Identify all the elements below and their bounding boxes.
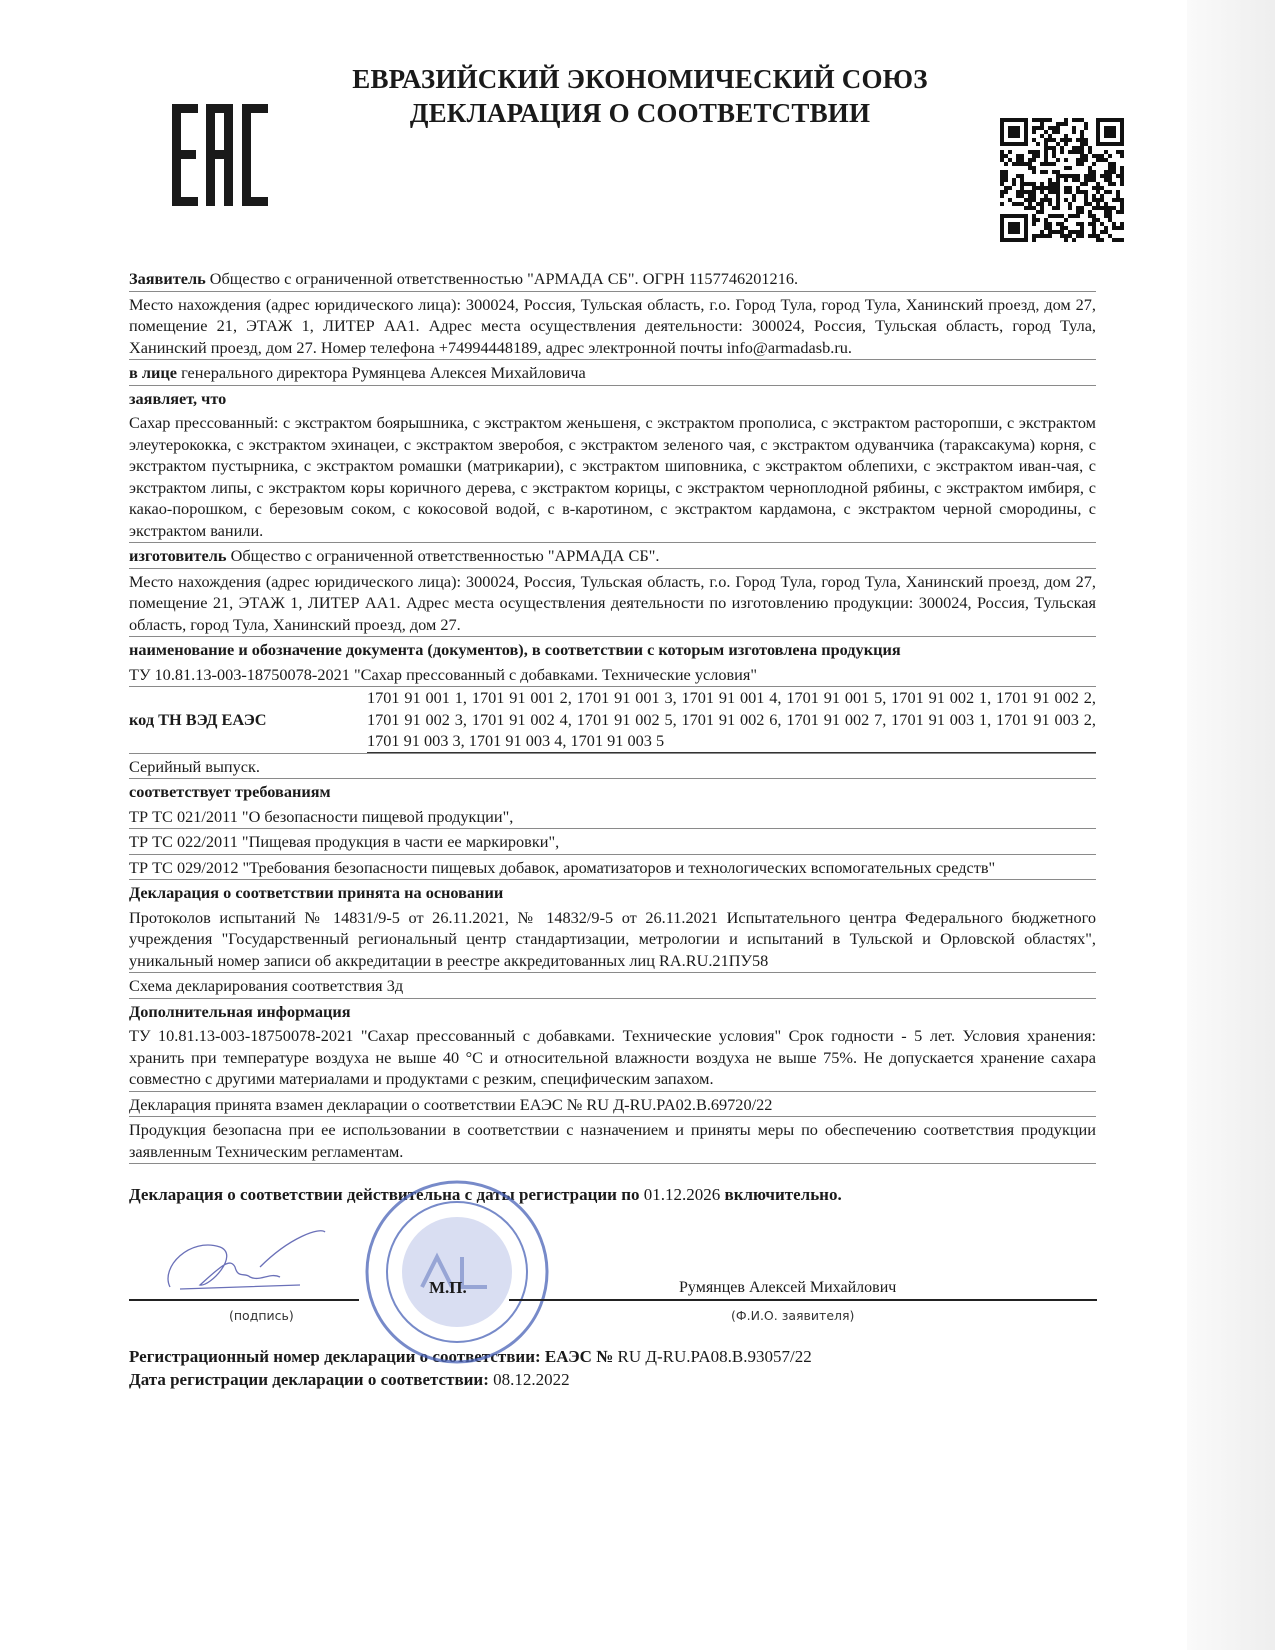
requirement-item: ТР ТС 022/2011 "Пищевая продукция в части ее маркировки", bbox=[129, 829, 1096, 855]
manufacturer-section bbox=[129, 543, 1096, 569]
standard-doc-label bbox=[129, 637, 1096, 662]
applicant-section bbox=[129, 266, 1096, 292]
tnved-section bbox=[129, 687, 1096, 754]
manufacturer-name: Общество с ограниченной ответственностью "АРМАДА СБ". bbox=[226, 546, 660, 565]
requirements-heading: соответствует требованиям bbox=[129, 782, 331, 801]
applicant-address: Место нахождения (адрес юридического лица): 300024, Россия, Тульская область, г.о. Город Тула, город Тула, Ханинский проезд, дом 27, помещение 21, ЭТАЖ 1, ЛИТЕР АА1. Адрес места осуществления деятельности: 300024, Россия, Тульская область, город Тула, Ханинский проезд, дом 27. Номер телефона +74994448189, адрес электронной почты info@armadasb.ru. bbox=[129, 292, 1096, 361]
registration-number: RU Д-RU.PA08.B.93057/22 bbox=[613, 1346, 812, 1366]
name-caption: (Ф.И.О. заявителя) bbox=[731, 1307, 855, 1323]
applicant-name: Общество с ограниченной ответственностью "АРМАДА СБ". ОГРН 1157746201216. bbox=[205, 269, 799, 288]
registration-date-label: Дата регистрации декларации о соответствии: bbox=[129, 1369, 489, 1389]
validity-date: 01.12.2026 bbox=[639, 1185, 725, 1204]
manufacturer-address: Место нахождения (адрес юридического лица): 300024, Россия, Тульская область, г.о. Город Тула, город Тула, Ханинский проезд, дом 27, помещение 21, ЭТАЖ 1, ЛИТЕР АА1. Адрес места осуществления деятельности по изготовлению продукции: 300024, Россия, Тульская область, город Тула, Ханинский проезд, дом 27. bbox=[129, 569, 1096, 638]
union-title: ЕВРАЗИЙСКИЙ ЭКОНОМИЧЕСКИЙ СОЮЗ bbox=[352, 64, 928, 94]
scan-edge bbox=[1187, 0, 1275, 1650]
signature bbox=[150, 1227, 330, 1307]
validity-statement bbox=[129, 1182, 1096, 1207]
declares-label bbox=[129, 386, 1096, 411]
representative-name: генерального директора Румянцева Алексея Михайловича bbox=[177, 363, 586, 382]
declares-heading: заявляет, что bbox=[129, 388, 227, 408]
basis-text: Протоколов испытаний № 14831/9-5 от 26.11.2021, № 14832/9-5 от 26.11.2021 Испытательного центра Федерального бюджетного учреждения "Государственный региональный центр стандартизации, метрологии и испытаний в Тульской и Орловской областях", уникальный номер записи об аккредитации в реестре аккредитованных лиц RA.RU.21ПУ58 bbox=[129, 905, 1096, 974]
tnved-label: код ТН ВЭД ЕАЭС bbox=[129, 710, 267, 729]
qr-code-icon bbox=[1000, 118, 1124, 242]
validity-prefix: Декларация о соответствии действительна с даты регистрации по bbox=[129, 1185, 640, 1204]
replaces-text: Декларация принята взамен декларации о соответствии ЕАЭС № RU Д-RU.PA02.B.69720/22 bbox=[129, 1092, 1096, 1118]
serial-release: Серийный выпуск. bbox=[129, 754, 1096, 780]
scheme-text: Схема декларирования соответствия 3д bbox=[129, 973, 1096, 999]
declaration-body bbox=[129, 266, 1096, 1391]
signature-line bbox=[129, 1299, 359, 1301]
requirements-label bbox=[129, 779, 1096, 804]
document-title: ДЕКЛАРАЦИЯ О СООТВЕТСТВИИ bbox=[409, 98, 871, 128]
additional-heading: Дополнительная информация bbox=[129, 1001, 351, 1021]
eac-logo bbox=[172, 104, 268, 206]
signature-row bbox=[129, 1267, 1096, 1331]
registration-number-row bbox=[129, 1345, 1096, 1368]
validity-suffix: включительно. bbox=[724, 1185, 842, 1204]
representative-label: в лице bbox=[129, 363, 177, 382]
standard-doc-value: ТУ 10.81.13-003-18750078-2021 "Сахар прессованный с добавками. Технические условия" bbox=[129, 662, 1096, 688]
name-line bbox=[509, 1299, 1097, 1301]
representative-section bbox=[129, 360, 1096, 386]
additional-text: ТУ 10.81.13-003-18750078-2021 "Сахар прессованный с добавками. Технические условия" Срок годности - 5 лет. Условия хранения: хранить при температуре воздуха не выше 40 °С и относительной влажности воздуха не выше 75%. Не допускается хранение сахара совместно с другими материалами и продуктами с резким, специфическим запахом. bbox=[129, 1023, 1096, 1092]
stamp-mark-label: М.П. bbox=[429, 1277, 467, 1297]
registration-date-row bbox=[129, 1368, 1096, 1391]
basis-heading: Декларация о соответствии принята на основании bbox=[129, 883, 504, 902]
manufacturer-label: изготовитель bbox=[129, 546, 227, 565]
tnved-codes: 1701 91 001 1, 1701 91 001 2, 1701 91 001 3, 1701 91 001 4, 1701 91 001 5, 1701 91 002 1, 1701 91 002 2, 1701 91 002 3, 1701 91 002 4, 1701 91 002 5, 1701 91 002 6, 1701 91 002 7, 1701 91 003 1, 1701 91 003 2, 1701 91 003 3, 1701 91 003 4, 1701 91 003 5 bbox=[367, 687, 1096, 753]
registration-date: 08.12.2022 bbox=[488, 1369, 570, 1389]
requirement-item: ТР ТС 021/2011 "О безопасности пищевой продукции", bbox=[129, 804, 1096, 830]
applicant-signatory-name: Румянцев Алексей Михайлович bbox=[679, 1278, 897, 1296]
safety-text: Продукция безопасна при ее использовании в соответствии с назначением и приняты меры по обеспечению соответствия продукции заявленным Техническим регламентам. bbox=[129, 1117, 1096, 1164]
basis-label bbox=[129, 880, 1096, 905]
product-description: Сахар прессованный: с экстрактом боярышника, с экстрактом женьшеня, с экстрактом прополиса, с экстрактом расторопши, с экстрактом элеутерококка, с экстрактом эхинацеи, с экстрактом зверобоя, с экстрактом зеленого чая, с экстрактом одуванчика (тараксакума) корня, с экстрактом пустырника, с экстрактом ромашки (матрикарии), с экстрактом шиповника, с экстрактом облепихи, с экстрактом иван-чая, с экстрактом липы, с экстрактом коры коричного дерева, с экстрактом корицы, с экстрактом черноплодной рябины, с экстрактом имбиря, с какао-порошком, с березовым соком, с кокосовой водой, с в-каротином, с экстрактом кардамона, с экстрактом черной смородины, с экстрактом ванили. bbox=[129, 410, 1096, 543]
signature-caption: (подпись) bbox=[229, 1307, 294, 1323]
registration-number-label: Регистрационный номер декларации о соответствии: ЕАЭС № bbox=[129, 1346, 614, 1366]
standard-doc-heading: наименование и обозначение документа (документов), в соответствии с которым изготовлена продукция bbox=[129, 640, 901, 659]
applicant-label: Заявитель bbox=[129, 269, 206, 288]
registration-block bbox=[129, 1345, 1096, 1391]
requirement-item: ТР ТС 029/2012 "Требования безопасности пищевых добавок, ароматизаторов и технологических вспомогательных средств" bbox=[129, 855, 1096, 881]
additional-label bbox=[129, 999, 1096, 1024]
